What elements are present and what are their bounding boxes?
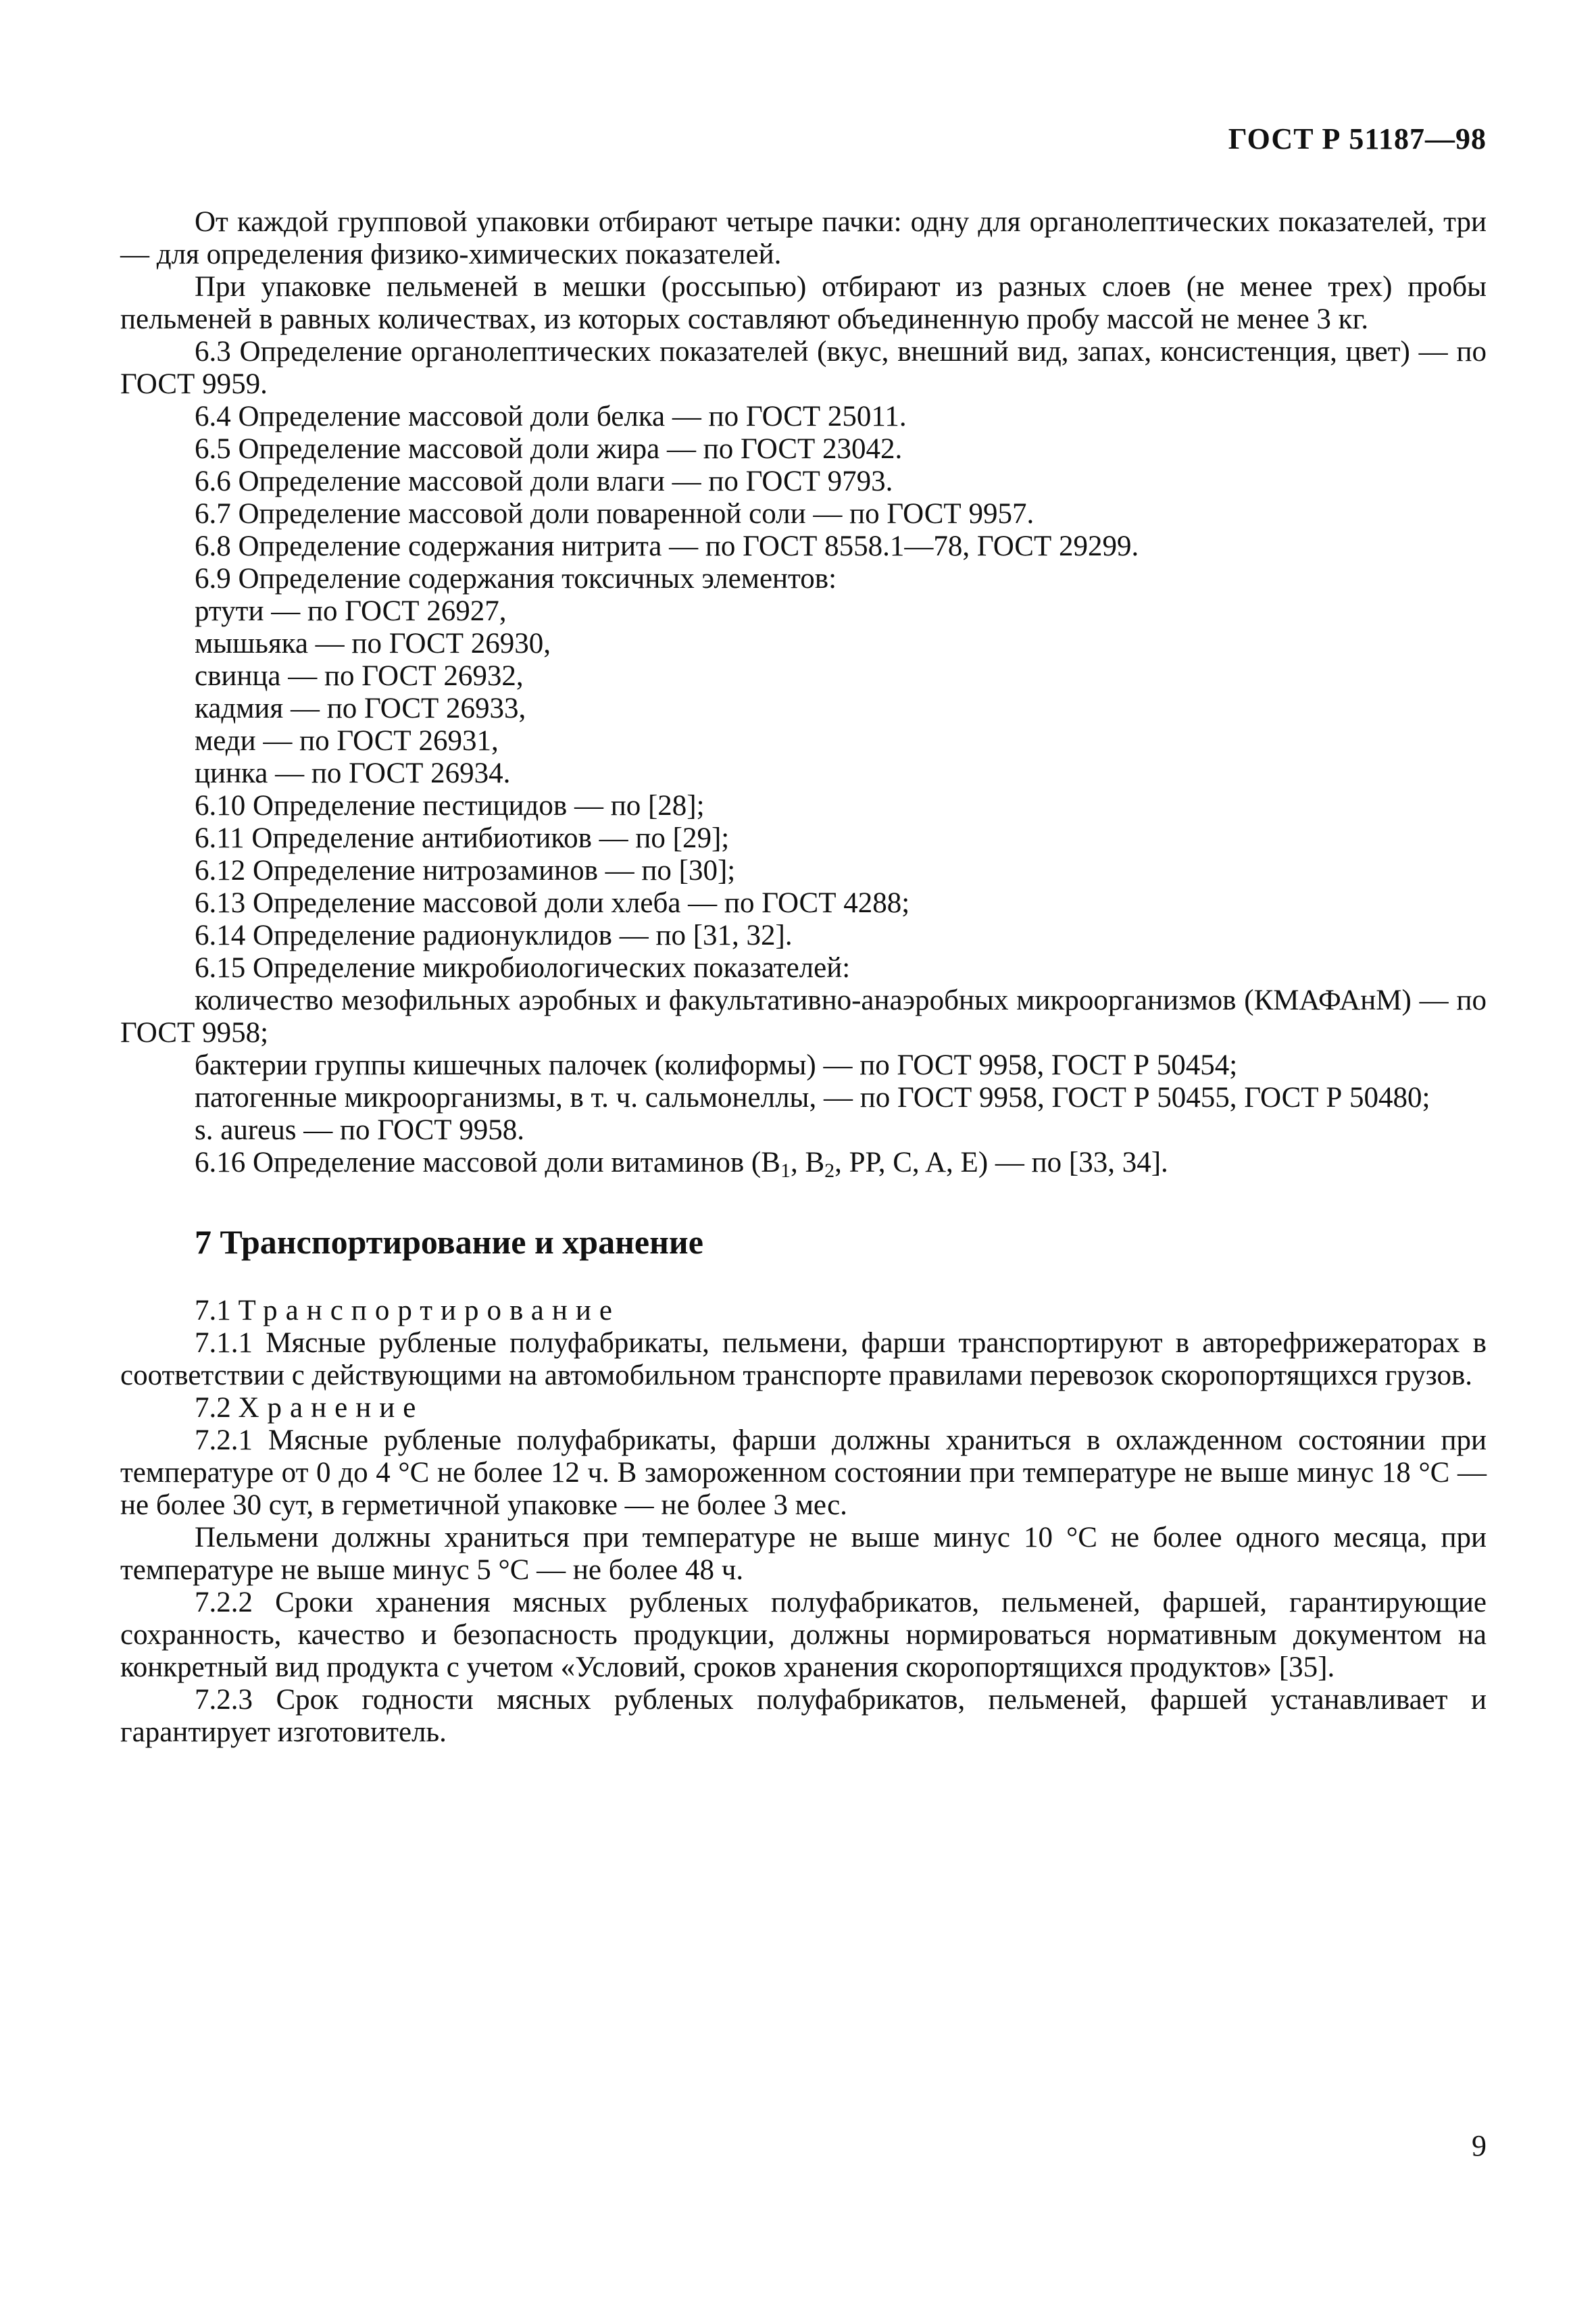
- microbio-pathogens: патогенные микроорганизмы, в т. ч. сальмонеллы, — по ГОСТ 9958, ГОСТ Р 50455, ГОСТ Р 50480;: [195, 1082, 1430, 1114]
- subsection-title: Транспортирование: [238, 1295, 620, 1326]
- clause-6-5: 6.5 Определение массовой доли жира — по ГОСТ 23042.: [195, 433, 903, 465]
- clause-7-2-3: 7.2.3 Срок годности мясных рубленых полуфабрикатов, пельменей, фаршей устанавливает и гарантирует изготовитель.: [120, 1684, 1487, 1748]
- page-body: [120, 206, 1487, 1749]
- section-7-heading: 7 Транспортирование и хранение: [195, 1223, 703, 1261]
- list-item: мышьяка — по ГОСТ 26930,: [195, 628, 551, 659]
- list-item: свинца — по ГОСТ 26932,: [195, 660, 524, 692]
- toxic-elements-list: [120, 595, 1487, 790]
- list-item: кадмия — по ГОСТ 26933,: [195, 693, 526, 724]
- subsection-7-2-heading: [120, 1392, 1487, 1424]
- document-code-header: ГОСТ Р 51187—98: [1228, 122, 1487, 155]
- clause-6-12: 6.12 Определение нитрозаминов — по [30];: [195, 855, 736, 887]
- clause-7-2-1-dumplings: Пельмени должны храниться при температуре не выше минус 10 °С не более одного месяца, при температуре не выше минус 5 °С — не более 48 ч.: [120, 1522, 1487, 1586]
- clause-6-16-text: , PP, C, A, E) — по [33, 34].: [834, 1147, 1168, 1178]
- clause-6-7: 6.7 Определение массовой доли поваренной соли — по ГОСТ 9957.: [195, 498, 1034, 530]
- clause-6-8: 6.8 Определение содержания нитрита — по ГОСТ 8558.1—78, ГОСТ 29299.: [195, 530, 1139, 562]
- clause-7-2-2: 7.2.2 Сроки хранения мясных рубленых полуфабрикатов, пельменей, фаршей, гарантирующие сохранность, качество и безопасность продукции, должны нормироваться нормативным документом на конкретный вид продукта с учетом «Условий, сроков хранения скоропортящихся продуктов» [35].: [120, 1587, 1487, 1683]
- clause-6-6: 6.6 Определение массовой доли влаги — по ГОСТ 9793.: [195, 466, 893, 497]
- list-item: меди — по ГОСТ 26931,: [195, 725, 499, 757]
- clause-7-2-1: 7.2.1 Мясные рубленые полуфабрикаты, фарши должны храниться в охлажденном состоянии при температуре от 0 до 4 °С не более 12 ч. В замороженном состоянии при температуре не выше минус 18 °С — не более 30 сут, в герметичной упаковке — не более 3 мес.: [120, 1424, 1487, 1521]
- clause-6-9: 6.9 Определение содержания токсичных элементов:: [195, 563, 837, 595]
- clause-6-3: 6.3 Определение органолептических показателей (вкус, внешний вид, запах, консистенция, цвет) — по ГОСТ 9959.: [120, 336, 1487, 400]
- microbio-s-aureus: s. aureus — по ГОСТ 9958.: [195, 1114, 525, 1146]
- microbio-coliforms: бактерии группы кишечных палочек (колиформы) — по ГОСТ 9958, ГОСТ Р 50454;: [195, 1049, 1238, 1081]
- subscript: 2: [824, 1160, 835, 1182]
- page-number: 9: [1472, 2129, 1487, 2162]
- clause-6-10: 6.10 Определение пестицидов — по [28];: [195, 790, 705, 822]
- paragraph-sampling-bags: При упаковке пельменей в мешки (россыпью) отбирают из разных слоев (не менее трех) пробы пельменей в равных количествах, из которых составляют объединенную пробу массой не менее 3 кг.: [120, 271, 1487, 335]
- clause-6-4: 6.4 Определение массовой доли белка — по ГОСТ 25011.: [195, 401, 907, 432]
- list-item: цинка — по ГОСТ 26934.: [195, 757, 511, 789]
- clause-6-13: 6.13 Определение массовой доли хлеба — по ГОСТ 4288;: [195, 887, 910, 919]
- list-item: ртути — по ГОСТ 26927,: [195, 595, 507, 627]
- microbio-kmafanm: количество мезофильных аэробных и факультативно-анаэробных микроорганизмов (КМАФАнМ) — по ГОСТ 9958;: [120, 985, 1487, 1049]
- clause-6-16-text: 6.16 Определение массовой доли витаминов (B: [195, 1147, 780, 1178]
- paragraph-sampling-packs: От каждой групповой упаковки отбирают четыре пачки: одну для органолептических показателей, три — для определения физико-химических показателей.: [120, 206, 1487, 270]
- clause-7-1-1: 7.1.1 Мясные рубленые полуфабрикаты, пельмени, фарши транспортируют в авторефрижераторах в соответствии с действующими на автомобильном транспорте правилами перевозок скоропортящихся грузов.: [120, 1327, 1487, 1391]
- subsection-title: Хранение: [238, 1392, 424, 1424]
- subsection-number: 7.1: [195, 1295, 239, 1326]
- subscript: 1: [780, 1160, 791, 1182]
- subsection-number: 7.2: [195, 1392, 239, 1424]
- clause-6-15: 6.15 Определение микробиологических показателей:: [195, 952, 851, 984]
- clause-6-11: 6.11 Определение антибиотиков — по [29];: [195, 822, 730, 854]
- clause-6-14: 6.14 Определение радионуклидов — по [31, 32].: [195, 920, 793, 951]
- clause-6-16-text: , B: [790, 1147, 825, 1178]
- clause-6-16: [120, 1147, 1487, 1182]
- subsection-7-1-heading: [120, 1295, 1487, 1327]
